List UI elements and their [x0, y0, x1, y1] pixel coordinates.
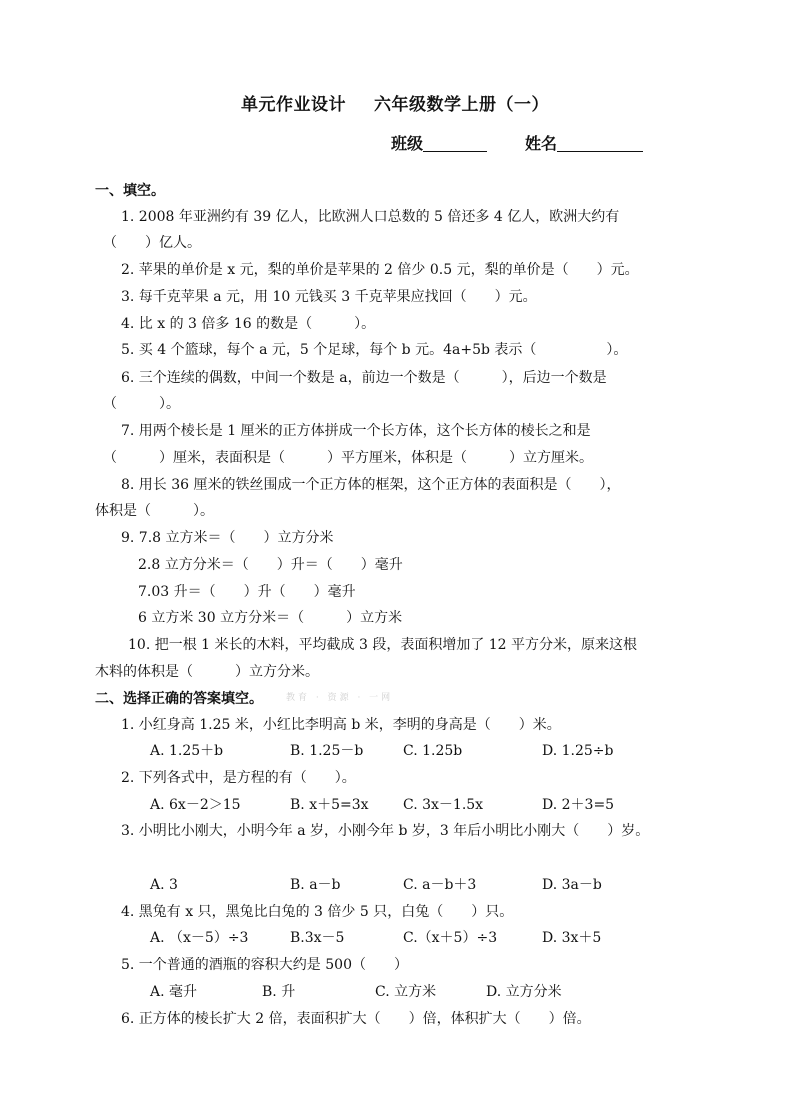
choice-option[interactable]: D. 立方分米	[486, 984, 562, 1000]
watermark-stamp: 教育 · 资源 · 一网	[286, 693, 394, 703]
question-line: （ ）厘米，表面积是（ ）平方厘米，体积是（ ）立方厘米。	[103, 450, 593, 466]
section-heading-multiple-choice: 二、选择正确的答案填空。	[95, 691, 263, 707]
choice-option[interactable]: C. 1.25b	[403, 743, 463, 759]
choice-option[interactable]: B.3x－5	[290, 930, 345, 946]
choice-question-stem: 4. 黑兔有 x 只，黑兔比白兔的 3 倍少 5 只，白兔（ ）只。	[121, 904, 514, 920]
choice-question-stem: 1. 小红身高 1.25 米，小红比李明高 b 米，李明的身高是（ ）米。	[121, 717, 561, 733]
question-line: 4. 比 x 的 3 倍多 16 的数是（ ）。	[121, 316, 376, 332]
question-line: 5. 买 4 个篮球，每个 a 元，5 个足球，每个 b 元。4a+5b 表示（ ）。	[121, 342, 628, 358]
choice-question-stem: 2. 下列各式中，是方程的有（ ）。	[121, 770, 356, 786]
choice-option[interactable]: A. 3	[150, 877, 178, 893]
choice-option[interactable]: C.（x＋5）÷3	[403, 930, 498, 946]
question-line: 1. 2008 年亚洲约有 39 亿人，比欧洲人口总数的 5 倍还多 4 亿人，欧洲大约有	[121, 209, 620, 225]
student-info-row	[391, 131, 643, 154]
title-right: 六年级数学上册（一）	[374, 95, 549, 115]
question-line: （ ）亿人。	[103, 235, 201, 251]
question-line: 木料的体积是（ ）立方分米。	[95, 664, 319, 680]
choice-option[interactable]: B. a－b	[290, 877, 341, 893]
choice-option[interactable]: C. a－b＋3	[403, 877, 477, 893]
choice-option[interactable]: A. （x－5）÷3	[150, 930, 249, 946]
question-line: 2. 苹果的单价是 x 元，梨的单价是苹果的 2 倍少 0.5 元，梨的单价是（ ）元。	[121, 262, 639, 278]
choice-question-stem: 6. 正方体的棱长扩大 2 倍，表面积扩大（ ）倍，体积扩大（ ）倍。	[121, 1011, 591, 1027]
question-line: 9. 7.8 立方米＝（ ）立方分米	[121, 530, 334, 546]
question-line: 3. 每千克苹果 a 元，用 10 元钱买 3 千克苹果应找回（ ）元。	[121, 289, 537, 305]
question-line: 6 立方米 30 立方分米＝（ ）立方米	[138, 610, 403, 626]
section-heading-fill-in: 一、填空。	[95, 183, 165, 199]
choice-option[interactable]: A. 6x－2＞15	[150, 797, 241, 813]
name-label: 姓名	[525, 134, 558, 153]
name-blank[interactable]	[557, 135, 643, 152]
choice-option[interactable]: D. 2＋3=5	[542, 797, 615, 813]
choice-question-stem: 5. 一个普通的酒瓶的容积大约是 500（ ）	[121, 957, 408, 973]
question-line: 10. 把一根 1 米长的木料，平均截成 3 段，表面积增加了 12 平方分米，原来这根	[128, 637, 638, 653]
choice-option[interactable]: A. 1.25＋b	[150, 743, 224, 759]
question-line: 8. 用长 36 厘米的铁丝围成一个正方体的框架，这个正方体的表面积是（ ），	[121, 477, 621, 493]
question-line: 7.03 升＝（ ）升（ ）毫升	[138, 584, 356, 600]
choice-option[interactable]: D. 3a－b	[542, 877, 602, 893]
question-line: 7. 用两个棱长是 1 厘米的正方体拼成一个长方体，这个长方体的棱长之和是	[121, 423, 591, 439]
question-line: （ ）。	[103, 396, 180, 412]
choice-option[interactable]: D. 1.25÷b	[542, 743, 614, 759]
choice-question-stem: 3. 小明比小刚大，小明今年 a 岁，小刚今年 b 岁，3 年后小明比小刚大（ ）岁。	[121, 823, 650, 839]
question-line: 体积是（ ）。	[95, 503, 214, 519]
question-line: 6. 三个连续的偶数，中间一个数是 a，前边一个数是（ ），后边一个数是	[121, 370, 607, 386]
choice-option[interactable]: B. x＋5=3x	[290, 797, 369, 813]
class-label: 班级	[391, 134, 424, 153]
page-title	[0, 90, 790, 115]
title-left: 单元作业设计	[241, 95, 346, 115]
choice-option[interactable]: B. 升	[262, 984, 296, 1000]
choice-option[interactable]: C. 3x－1.5x	[403, 797, 484, 813]
choice-option[interactable]: D. 3x＋5	[542, 930, 602, 946]
choice-option[interactable]: B. 1.25－b	[290, 743, 364, 759]
choice-option[interactable]: A. 毫升	[150, 984, 198, 1000]
question-line: 2.8 立方分米＝（ ）升＝（ ）毫升	[138, 557, 403, 573]
class-blank[interactable]	[423, 135, 487, 152]
choice-option[interactable]: C. 立方米	[375, 984, 437, 1000]
